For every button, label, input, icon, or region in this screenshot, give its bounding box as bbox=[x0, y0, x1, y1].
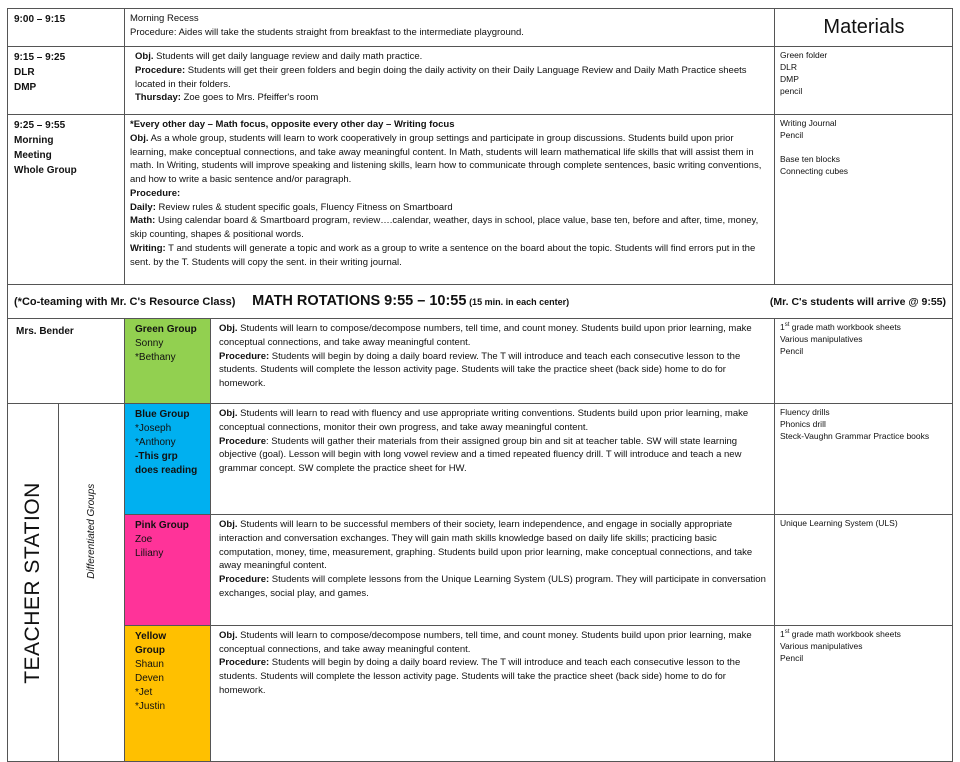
session-label: DMP bbox=[14, 82, 37, 93]
material-item: 1st grade math workbook sheets bbox=[780, 322, 901, 332]
line-text: Students will complete lessons from the Unique Learning System (ULS) program. They will participate in conversation exchanges, social play, and games. bbox=[219, 574, 766, 599]
line-text: : Students will gather their materials from their assigned group bin and sit at teacher table. SW will state learning objective (goal). Lesson will begin with long vowel review and a timed repeated fluency drill. T will introduce and teach a new grammar concept. SW complete the practice sheet for HW. bbox=[219, 435, 742, 475]
group-member: Shaun bbox=[135, 658, 164, 670]
activity-line: Procedure: bbox=[130, 187, 181, 199]
activity-line bbox=[219, 629, 770, 657]
materials-cell bbox=[775, 625, 953, 761]
lesson-plan-sheet bbox=[7, 8, 952, 712]
material-item: Fluency drills bbox=[780, 407, 830, 417]
activity-line bbox=[130, 242, 770, 270]
materials-cell bbox=[775, 47, 953, 115]
group-name: Blue Group bbox=[135, 409, 190, 420]
time-cell bbox=[8, 9, 125, 47]
time-label: 9:00 – 9:15 bbox=[14, 14, 66, 25]
activity-line bbox=[219, 350, 770, 391]
line-label: Obj. bbox=[219, 629, 238, 641]
activity-cell bbox=[125, 115, 775, 285]
activity-line bbox=[219, 435, 770, 476]
line-label: Thursday: bbox=[135, 92, 181, 104]
teacher-name bbox=[8, 319, 125, 404]
activity-cell bbox=[125, 9, 775, 47]
activity-cell bbox=[125, 47, 775, 115]
material-item bbox=[780, 142, 948, 154]
group-activity bbox=[211, 319, 775, 404]
line-text: Students will begin by doing a daily board review. The T will introduce and teach each consecutive lesson to the students. Students will complete the lesson activity page. Students will take the practice sheet (back side) home to do for homework. bbox=[219, 657, 741, 696]
rotation-subtitle: (15 min. in each center) bbox=[469, 296, 570, 307]
material-item: pencil bbox=[780, 85, 803, 96]
group-member: Deven bbox=[135, 672, 164, 684]
group-name: Yellow bbox=[135, 630, 167, 642]
group-member: *Joseph bbox=[135, 423, 172, 434]
line-label: Daily: bbox=[130, 201, 156, 213]
teacher-station-label: TEACHER STATION bbox=[20, 481, 44, 684]
material-item: Base ten blocks bbox=[780, 153, 841, 164]
activity-line bbox=[219, 518, 770, 573]
line-text: Students will begin by doing a daily board review. The T will introduce and teach each consecutive lesson to the students. Students will complete the lesson activity page. Students will take the practice sheet (back side) home to do for homework. bbox=[219, 350, 741, 390]
group-row bbox=[8, 514, 953, 625]
group-yellow bbox=[125, 625, 211, 761]
material-item: Writing Journal bbox=[780, 118, 837, 128]
group-name: Group bbox=[135, 644, 166, 656]
line-label: Procedure bbox=[219, 435, 267, 447]
group-row bbox=[8, 404, 953, 515]
group-member: *Bethany bbox=[135, 352, 176, 363]
line-label: Obj. bbox=[135, 51, 154, 62]
activity-line bbox=[219, 322, 770, 350]
material-item: Pencil bbox=[780, 129, 804, 140]
rotations-table bbox=[7, 318, 953, 762]
group-note: -This grp bbox=[135, 451, 178, 462]
group-note: does reading bbox=[135, 465, 198, 476]
time-cell bbox=[8, 47, 125, 115]
line-label: Writing: bbox=[130, 242, 166, 254]
group-activity bbox=[211, 404, 775, 515]
activity-line bbox=[219, 656, 770, 697]
line-text: Using calendar board & Smartboard program, review….calendar, weather, days in school, place value, base ten, before and after, time, money, skip counting, shapes & positional words. bbox=[130, 215, 759, 241]
group-activity bbox=[211, 514, 775, 625]
session-label: Morning bbox=[14, 135, 54, 146]
coteach-note: (*Co-teaming with Mr. C's Resource Class) bbox=[14, 295, 236, 308]
teacher-station-label-cell bbox=[8, 404, 59, 762]
schedule-table bbox=[7, 8, 953, 319]
time-label: 9:15 – 9:25 bbox=[14, 52, 66, 63]
line-text: Students will learn to read with fluency and use appropriate writing conventions. Students build upon prior learning, make conceptual connections, monitor their own progress, and take away meaningful content. bbox=[219, 408, 749, 433]
line-text: Zoe goes to Mrs. Pfeiffer's room bbox=[180, 92, 319, 104]
line-text: Students will learn to compose/decompose numbers, tell time, and count money. Students build upon prior learning, make conceptual connections, and take away meaningful content. bbox=[219, 323, 752, 348]
activity-line: Morning Recess bbox=[130, 13, 199, 24]
differentiated-groups-cell bbox=[59, 404, 125, 762]
materials-cell bbox=[775, 404, 953, 515]
schedule-row bbox=[8, 9, 953, 47]
focus-note: *Every other day – Math focus, opposite every other day – Writing focus bbox=[130, 119, 455, 130]
time-label: 9:25 – 9:55 bbox=[14, 120, 66, 131]
group-row bbox=[8, 319, 953, 404]
group-member: Zoe bbox=[135, 533, 153, 545]
material-item: Various manipulatives bbox=[780, 333, 863, 344]
activity-line bbox=[130, 132, 770, 187]
session-label: Meeting bbox=[14, 150, 52, 161]
material-item: Unique Learning System (ULS) bbox=[780, 517, 898, 528]
activity-line bbox=[219, 573, 770, 601]
group-pink bbox=[125, 514, 211, 625]
group-green bbox=[125, 319, 211, 404]
line-label: Math: bbox=[130, 215, 156, 227]
group-member: *Jet bbox=[135, 686, 153, 698]
material-item: Connecting cubes bbox=[780, 165, 849, 176]
schedule-row bbox=[8, 115, 953, 285]
line-text: As a whole group, students will learn to work cooperatively in group settings and participate in group discussions. Students build upon prior learning, make conceptual connections, and take away meaningful content. In Math, students will learn mathematical life skills that will assist them in math. In Writing, students will improve speaking and listening skills, learn how to communicate through complete sentences, basic writing conventions, and how to write a basic sentence and/or paragraph. bbox=[130, 132, 762, 186]
rotation-header bbox=[8, 285, 953, 319]
line-label: Obj. bbox=[219, 408, 238, 419]
activity-line bbox=[130, 201, 770, 215]
group-member: *Anthony bbox=[135, 437, 176, 448]
differentiated-groups-label: Differentiated Groups bbox=[85, 483, 97, 579]
line-text: T and students will generate a topic and work as a group to write a sentence on the board about the topic. Students will find errors put in the sent. by the T. Students will copy the sent. in their writing journal. bbox=[130, 242, 756, 268]
group-blue bbox=[125, 404, 211, 515]
group-activity bbox=[211, 625, 775, 761]
line-label: Obj. bbox=[130, 132, 149, 144]
activity-line bbox=[135, 64, 770, 92]
session-label: Whole Group bbox=[14, 165, 77, 176]
group-name: Pink Group bbox=[135, 519, 189, 531]
activity-line bbox=[135, 91, 770, 105]
line-text: Students will learn to compose/decompose numbers, tell time, and count money. Students build upon prior learning, make conceptual connections, and take away meaningful content. bbox=[219, 629, 752, 655]
line-label: Obj. bbox=[219, 323, 238, 334]
activity-line bbox=[130, 214, 770, 242]
line-label: Procedure: bbox=[219, 574, 270, 586]
material-item: 1st grade math workbook sheets bbox=[780, 628, 901, 639]
line-text: Review rules & student specific goals, Fluency Fitness on Smartboard bbox=[155, 201, 453, 213]
line-text: Students will learn to be successful members of their society, learn independence, and engage in socially appropriate interaction and conversation exchanges. They will gain math skills knowledge based on daily life skills; practicing basic computation, money, time, measurement, graphing. Students build upon prior learning, make conceptual connections, and take away meaningful content. bbox=[219, 518, 753, 572]
teacher-label: Mrs. Bender bbox=[16, 326, 74, 337]
material-item: DLR bbox=[780, 61, 798, 72]
time-cell bbox=[8, 115, 125, 285]
material-item: Steck-Vaughn Grammar Practice books bbox=[780, 430, 930, 441]
line-label: Procedure: bbox=[219, 350, 270, 362]
group-member: Liliany bbox=[135, 547, 164, 559]
materials-cell bbox=[775, 319, 953, 404]
group-row bbox=[8, 625, 953, 761]
material-item: Green folder bbox=[780, 50, 828, 60]
line-text: Students will get daily language review and daily math practice. bbox=[153, 51, 423, 62]
group-member: *Justin bbox=[135, 700, 166, 712]
group-member: Sonny bbox=[135, 338, 164, 349]
material-item: Various manipulatives bbox=[780, 640, 863, 651]
activity-line bbox=[135, 50, 770, 64]
line-label: Obj. bbox=[219, 518, 238, 530]
rotation-header-row bbox=[8, 285, 953, 319]
session-label: DLR bbox=[14, 67, 35, 78]
group-name: Green Group bbox=[135, 324, 197, 335]
materials-header: Materials bbox=[775, 9, 953, 47]
materials-cell bbox=[775, 514, 953, 625]
line-label: Procedure: bbox=[135, 64, 186, 76]
activity-line bbox=[219, 407, 770, 435]
arrival-note: (Mr. C's students will arrive @ 9:55) bbox=[769, 295, 946, 308]
line-text: Students will get their green folders and begin doing the daily activity on their Daily Language Review and Daily Math Practice sheets located in their folders. bbox=[135, 64, 747, 90]
activity-line: Procedure: Aides will take the students straight from breakfast to the intermediate playground. bbox=[130, 26, 524, 38]
material-item: Pencil bbox=[780, 652, 804, 663]
rotation-title: MATH ROTATIONS 9:55 – 10:55 bbox=[252, 292, 467, 309]
materials-cell bbox=[775, 115, 953, 285]
material-item: Phonics drill bbox=[780, 418, 826, 429]
line-label: Procedure: bbox=[219, 657, 270, 669]
schedule-row bbox=[8, 47, 953, 115]
material-item: Pencil bbox=[780, 345, 804, 356]
material-item: DMP bbox=[780, 73, 799, 84]
